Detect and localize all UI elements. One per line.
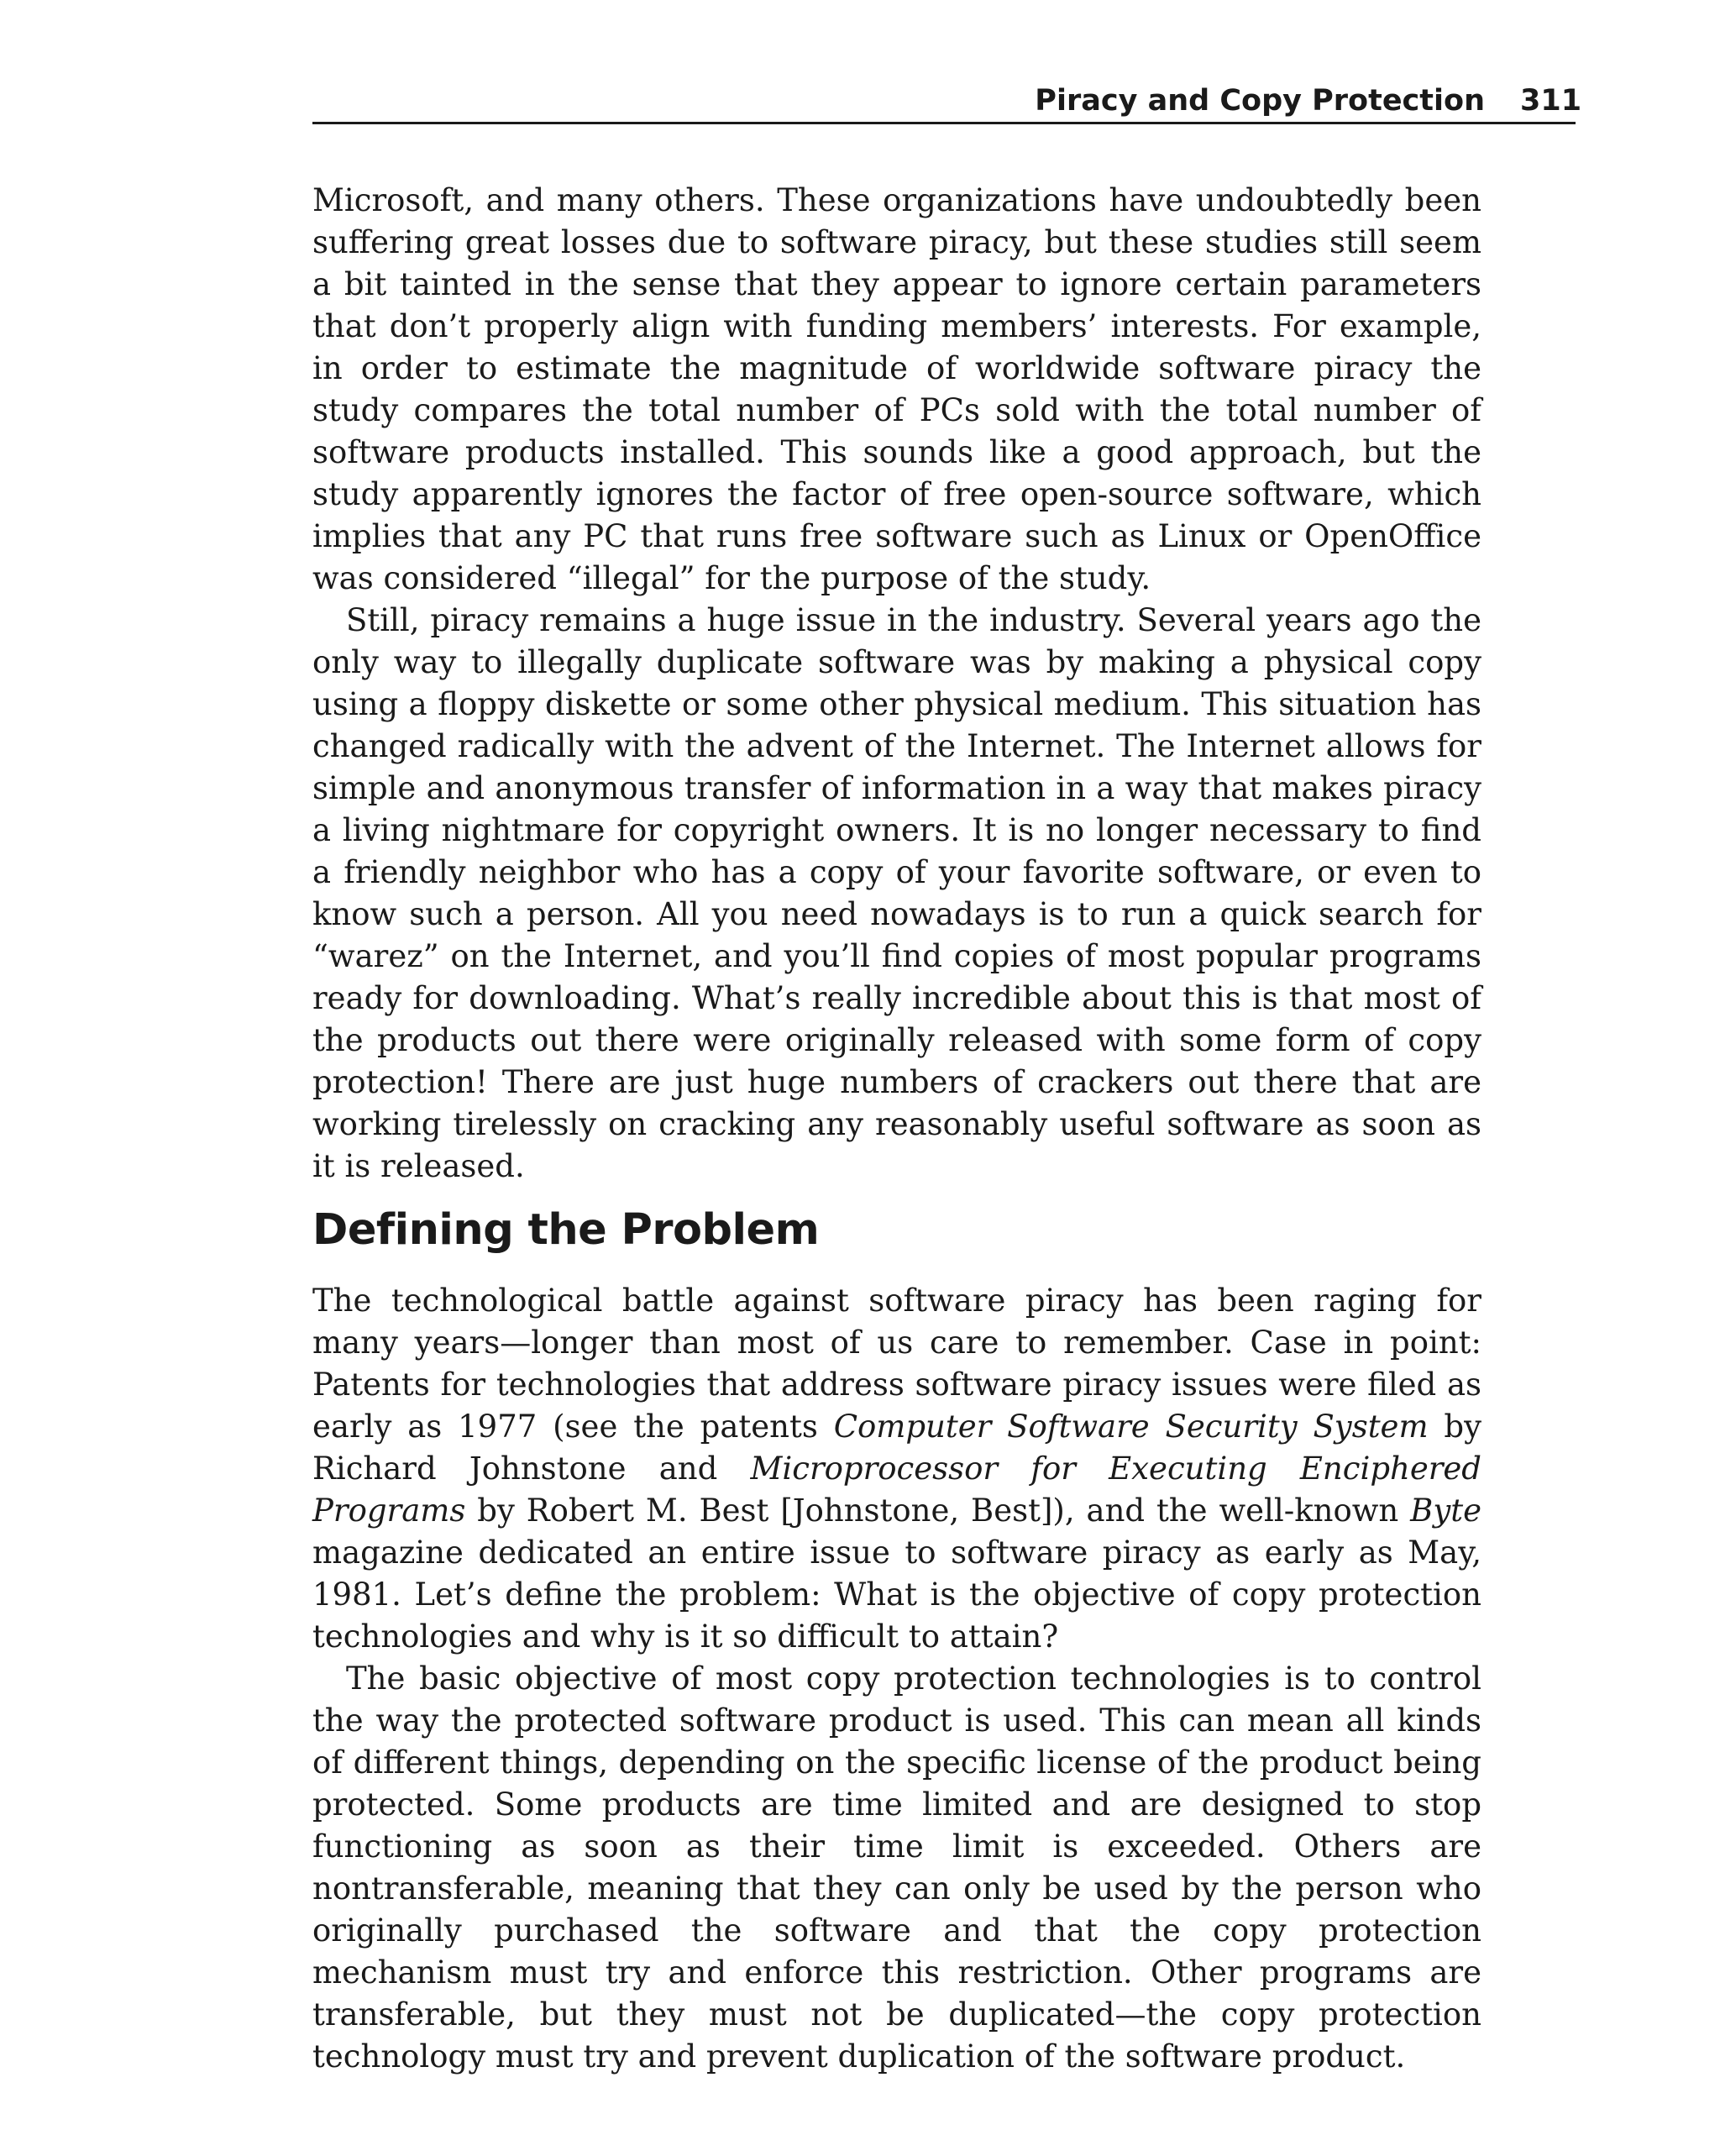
text-block-continued <box>312 180 1481 1188</box>
paragraph-piracy-internet: Still, piracy remains a huge issue in the industry. Several years ago the only way to illegally duplicate software was by making a physical copy using a floppy diskette or some other physical medium. This situation has changed radically with the advent of the Internet. The Internet allows for simple and anonymous transfer of information in a way that makes piracy a living nightmare for copyright owners. It is no longer necessary to find a friendly neighbor who has a copy of your favorite software, or even to know such a person. All you need nowadays is to run a quick search for “warez” on the Internet, and you’ll find copies of most popular programs ready for downloading. What’s really incredible about this is that most of the products out there were originally released with some form of copy protection! There are just huge numbers of crackers out there that are working tirelessly on cracking any reasonably useful software as soon as it is released. <box>312 602 1481 1184</box>
history-text-1: The technological battle against software piracy has been raging for many years—longer than most of us care to remember. Case in point: Patents for technologies that address software piracy issues were filed as early as 1977 (see the patents <box>312 1283 1481 1445</box>
magazine-title: Byte <box>1410 1492 1481 1529</box>
paragraph-objective: The basic objective of most copy protection technologies is to control the way the protected software product is used. This can mean all kinds of different things, depending on the specific license of the product being protected. Some products are time limited and are designed to stop functioning as soon as their time limit is exceeded. Others are nontransferable, meaning that they can only be used by the person who originally purchased the software and that the copy protection mechanism must try and enforce this restriction. Other programs are transferable, but they must not be duplicated—the copy protection technology must try and prevent duplication of the software product. <box>312 1660 1481 2075</box>
running-head-title: Piracy and Copy Protection <box>1035 84 1485 118</box>
patent-title-1: Computer Software Security System <box>833 1408 1429 1445</box>
text-block-defining-problem <box>312 1280 1481 2078</box>
section-heading: Defining the Problem <box>312 1205 820 1255</box>
history-text-3: by Robert M. Best [Johnstone, Best]), and the well-known <box>465 1492 1411 1529</box>
patent-title-2: Microprocessor for Executing Enciphered Programs <box>312 1450 1481 1529</box>
paragraph-piracy-studies: Microsoft, and many others. These organizations have undoubtedly been suffering great losses due to software piracy, but these studies still seem a bit tainted in the sense that they appear to ignore certain parameters that don’t properly align with funding members’ interests. For example, in order to estimate the magnitude of worldwide software piracy the study compares the total number of PCs sold with the total number of software products installed. This sounds like a good approach, but the study apparently ignores the factor of free open-source software, which implies that any PC that runs free software such as Linux or OpenOffice was considered “illegal” for the purpose of the study. <box>312 182 1481 596</box>
history-text-2: by Richard Johnstone and <box>312 1408 1481 1487</box>
history-text-4: magazine dedicated an entire issue to software piracy as early as May, 1981. Let’s define the problem: What is the objective of copy protection technologies and why is it so difficult to attain? <box>312 1534 1481 1655</box>
running-head <box>312 77 1582 124</box>
paragraph-history <box>312 1280 1481 1658</box>
page-number: 311 <box>1520 84 1582 118</box>
